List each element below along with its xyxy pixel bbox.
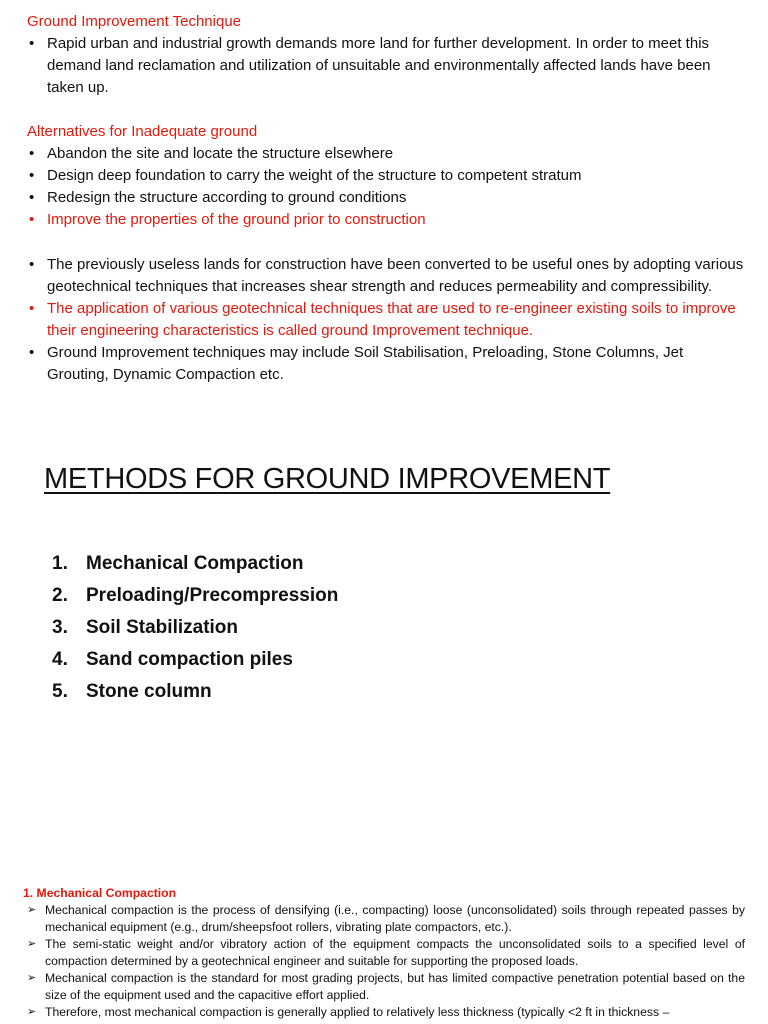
- methods-list: [52, 548, 338, 708]
- method-item: [52, 548, 338, 580]
- ground-improvement-heading: Ground Improvement Technique: [27, 13, 242, 30]
- techniques-bullet-list: [29, 254, 745, 386]
- methods-title: METHODS FOR GROUND IMPROVEMENT: [44, 463, 611, 495]
- method-label: Stone column: [86, 681, 212, 702]
- list-item: • Abandon the site and locate the structure elsewhere: [29, 143, 745, 165]
- list-item: ➢ The semi-static weight and/or vibratory action of the equipment compacts the unconsolidated soils to a specified level of compaction determined by a geotechnical engineer and suitable for supporting the proposed loads.: [27, 936, 745, 970]
- list-item: • Ground Improvement techniques may include Soil Stabilisation, Preloading, Stone Columns, Jet Grouting, Dynamic Compaction etc.: [29, 342, 745, 386]
- method-label: Mechanical Compaction: [86, 553, 304, 574]
- method-number: 4.: [52, 649, 68, 670]
- list-item: • Rapid urban and industrial growth demands more land for further development. In order to meet this demand land reclamation and utilization of unsuitable and environmentally affected lands have been taken up.: [29, 33, 745, 99]
- list-item: ➢ Mechanical compaction is the process of densifying (i.e., compacting) loose (unconsolidated) soils through repeated passes by mechanical equipment (e.g., drum/sheepsfoot rollers, vibrating plate compactors, etc.).: [27, 902, 745, 936]
- method-number: 5.: [52, 681, 68, 702]
- list-item: • The application of various geotechnical techniques that are used to re-engineer existing soils to improve their engineering characteristics is called ground Improvement technique.: [29, 298, 745, 342]
- method-label: Sand compaction piles: [86, 649, 293, 670]
- intro-bullet-list: [29, 33, 745, 99]
- method-item: [52, 644, 338, 676]
- method-item: [52, 676, 338, 708]
- method-number: 2.: [52, 585, 68, 606]
- alternatives-heading: Alternatives for Inadequate ground: [27, 123, 258, 140]
- method-label: Preloading/Precompression: [86, 585, 339, 606]
- method-label: Soil Stabilization: [86, 617, 239, 638]
- method-number: 1.: [52, 553, 68, 574]
- list-item: • Design deep foundation to carry the weight of the structure to competent stratum: [29, 165, 745, 187]
- alternatives-bullet-list: [29, 143, 745, 231]
- method-item: [52, 580, 338, 612]
- mechanical-compaction-heading: 1. Mechanical Compaction: [23, 886, 177, 900]
- list-item: ➢ Mechanical compaction is the standard for most grading projects, but has limited compactive penetration potential based on the size of the equipment used and the capacitive effort applied.: [27, 970, 745, 1004]
- list-item: ➢ Therefore, most mechanical compaction is generally applied to relatively less thickness (typically <2 ft in thickness –: [27, 1004, 745, 1021]
- list-item: • Redesign the structure according to ground conditions: [29, 187, 745, 209]
- mechanical-compaction-list: [27, 902, 745, 1024]
- list-item: • Improve the properties of the ground prior to construction: [29, 209, 745, 231]
- list-item: • The previously useless lands for construction have been converted to be useful ones by adopting various geotechnical techniques that increases shear strength and reduces permeability and compressibility.: [29, 254, 745, 298]
- method-item: [52, 612, 338, 644]
- method-number: 3.: [52, 617, 68, 638]
